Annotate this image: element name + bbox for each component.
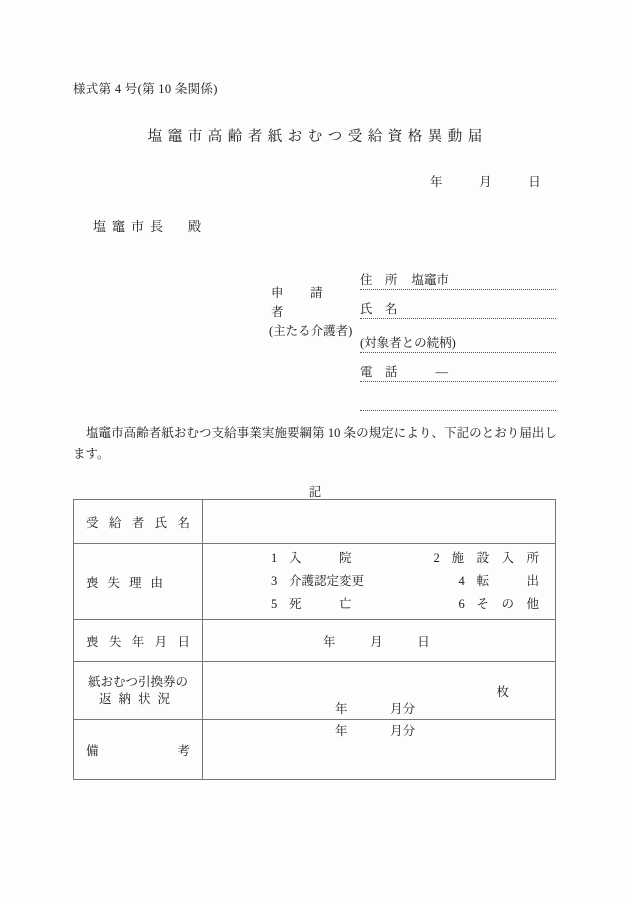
value-loss-date[interactable] (203, 620, 556, 662)
loss-date-month: 月 (370, 634, 383, 649)
date-month-label: 月 (479, 175, 492, 189)
option-1-text: 入 院 (289, 551, 352, 565)
phone-label: 電 話 (360, 365, 398, 379)
loss-reason-line-1 (271, 547, 539, 570)
loss-reason-option-5[interactable] (271, 593, 458, 616)
value-loss-reason[interactable] (203, 544, 556, 620)
option-1-number: 1 (271, 551, 278, 565)
option-3-text: 介護認定変更 (289, 574, 365, 588)
applicant-label (269, 284, 365, 341)
loss-reason-option-3[interactable] (271, 570, 458, 593)
loss-reason-line-2 (271, 570, 539, 593)
voucher-unit-label: 枚 (496, 684, 509, 699)
loss-reason-option-1[interactable] (271, 547, 433, 570)
table-row-loss-date (74, 620, 556, 662)
label-loss-date (74, 620, 203, 662)
name-dotted-line[interactable] (360, 318, 556, 319)
voucher-return-line-1[interactable] (213, 698, 545, 720)
loss-reason-label: 喪失理由 (86, 575, 173, 590)
value-voucher-return[interactable] (203, 662, 556, 738)
label-recipient-name-text: 受 給 者 氏 名 (86, 515, 190, 530)
date-line (430, 172, 574, 190)
remarks-label-text: 備 考 (86, 743, 190, 758)
name-field-row[interactable] (360, 299, 556, 318)
relation-field-row[interactable] (360, 333, 556, 352)
applicant-label-line1: 申 請 者 (271, 286, 350, 319)
loss-date-fields (213, 632, 545, 650)
voucher-line2-month: 月分 (390, 723, 416, 738)
address-city-value: 塩竈市 (411, 273, 450, 287)
name-label: 氏 名 (360, 302, 398, 316)
label-remarks (74, 720, 203, 780)
voucher-line1-month: 月分 (390, 701, 416, 716)
voucher-line2-year: 年 (335, 723, 348, 738)
table-row-remarks (74, 720, 556, 780)
date-day-label: 日 (528, 175, 541, 189)
label-loss-reason (74, 544, 203, 620)
value-remarks[interactable] (203, 720, 556, 780)
loss-reason-option-2[interactable] (433, 547, 539, 570)
loss-date-day: 日 (417, 634, 430, 649)
applicant-block (73, 262, 556, 412)
page-title: 塩竈市高齢者紙おむつ受給資格異動届 (147, 129, 488, 145)
loss-date-year: 年 (323, 634, 336, 649)
table-row-recipient-name (74, 500, 556, 544)
form-table (73, 499, 556, 780)
loss-date-label-text: 喪 失 年 月 日 (86, 634, 190, 649)
form-number: 様式第 4 号(第 10 条関係) (73, 82, 218, 96)
addressee: 塩竈市長 殿 (93, 219, 208, 234)
relation-dotted-line[interactable] (360, 352, 556, 353)
option-3-number: 3 (271, 574, 278, 588)
address-dotted-line[interactable] (360, 289, 556, 290)
option-6-number: 6 (458, 597, 465, 611)
value-recipient-name[interactable] (203, 500, 556, 544)
date-year-label: 年 (430, 175, 443, 189)
loss-reason-option-6[interactable] (458, 593, 539, 616)
voucher-return-label-line2: 返納状況 (98, 691, 177, 706)
option-5-number: 5 (271, 597, 278, 611)
option-4-number: 4 (458, 574, 465, 588)
body-paragraph: 塩竈市高齢者紙おむつ支給事業実施要綱第 10 条の規定により、下記のとおり届出します。 (73, 426, 557, 461)
phone-dash: — (435, 365, 449, 379)
option-2-number: 2 (433, 551, 440, 565)
option-2-text: 施 設 入 所 (451, 551, 539, 565)
voucher-return-label (86, 674, 190, 708)
applicant-label-line2: (主たる介護者) (269, 324, 353, 338)
loss-reason-option-4[interactable] (458, 570, 539, 593)
option-4-text: 転 出 (476, 574, 539, 588)
option-6-text: そ の 他 (476, 597, 539, 611)
option-5-text: 死 亡 (289, 597, 352, 611)
label-voucher-return (74, 662, 203, 720)
phone-dotted-line[interactable] (360, 381, 556, 382)
loss-reason-line-3 (271, 593, 539, 616)
table-row-loss-reason (74, 544, 556, 620)
address-field-row[interactable] (360, 270, 556, 289)
voucher-return-label-line1: 紙おむつ引換券の (87, 674, 188, 689)
voucher-line1-year: 年 (335, 701, 348, 716)
address-label: 住 所 (360, 273, 398, 287)
extra-dotted-line[interactable] (360, 410, 556, 411)
relation-label: (対象者との続柄) (360, 336, 456, 350)
table-row-voucher-return (74, 662, 556, 720)
phone-field-row[interactable] (360, 362, 556, 381)
label-recipient-name (74, 500, 203, 544)
loss-reason-options (213, 547, 545, 616)
ki-marker: 記 (308, 485, 322, 499)
